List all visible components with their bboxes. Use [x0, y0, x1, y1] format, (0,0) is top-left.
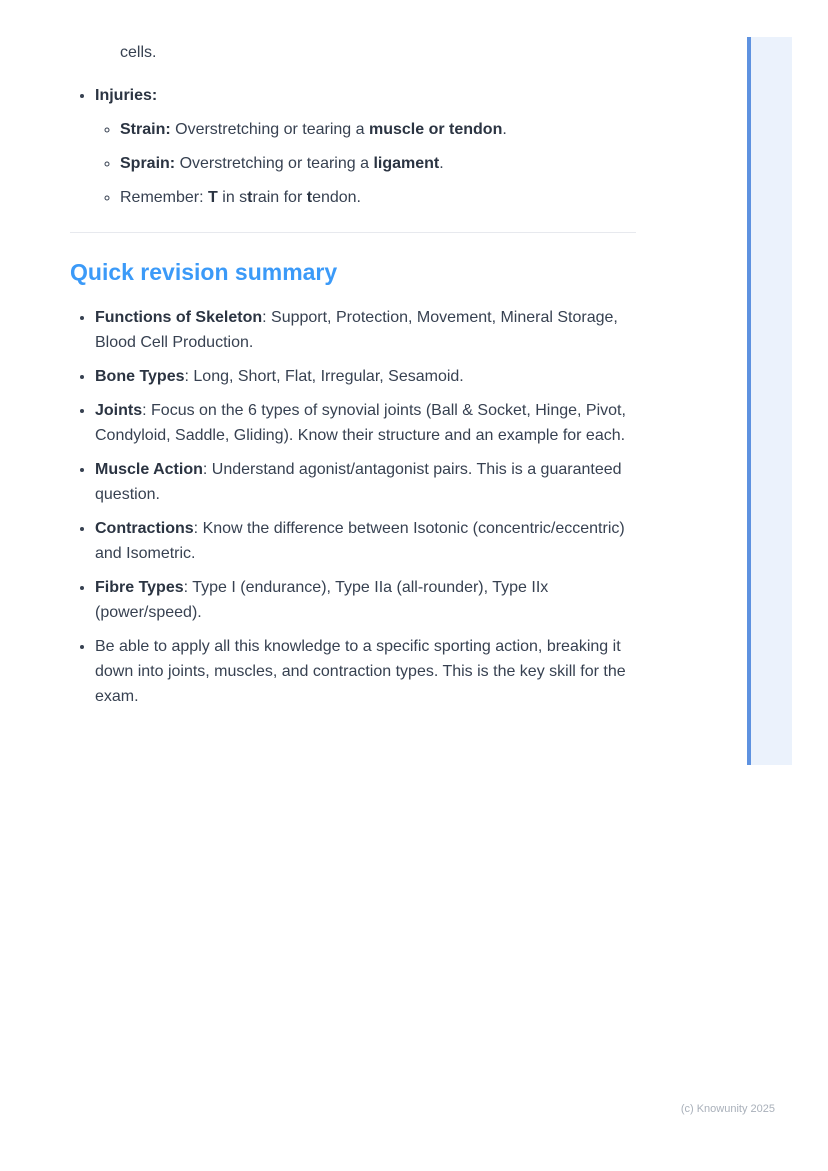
list-item-muscle-action: • Muscle Action: Understand agonist/antagonist pairs. This is a guaranteed question. [95, 457, 636, 507]
list-item-bone-types: • Bone Types: Long, Short, Flat, Irregular, Sesamoid. [95, 364, 636, 389]
list-item-apply-knowledge: • Be able to apply all this knowledge to a specific sporting action, breaking it down into joints, muscles, and contraction types. This is the key skill for the exam. [95, 634, 636, 709]
scroll-track[interactable] [747, 37, 792, 765]
leading-text: cells. [120, 44, 157, 61]
list-item-sprain: ◦ Sprain: Overstretching or tearing a ligament. [120, 151, 636, 176]
summary-list [70, 305, 636, 709]
injuries-label: Injuries: [95, 87, 158, 104]
list-item-joints: • Joints: Focus on the 6 types of synovial joints (Ball & Socket, Hinge, Pivot, Condyloid, Saddle, Gliding). Know their structure and an example for each. [95, 398, 636, 448]
list-item-contractions: • Contractions: Know the difference between Isotonic (concentric/eccentric) and Isometric. [95, 516, 636, 566]
section-divider [70, 232, 636, 233]
list-item-fibre-types: • Fibre Types: Type I (endurance), Type IIa (all-rounder), Type IIx (power/speed). [95, 575, 636, 625]
section-heading: Quick revision summary [70, 259, 338, 285]
list-item-injuries [95, 83, 636, 210]
injuries-list [70, 83, 636, 210]
footer-copyright: (c) Knowunity 2025 [680, 1103, 775, 1115]
injuries-sublist [95, 117, 636, 210]
list-item-functions: • Functions of Skeleton: Support, Protection, Movement, Mineral Storage, Blood Cell Production. [95, 305, 636, 355]
list-item-strain: ◦ Strain: Overstretching or tearing a muscle or tendon. [120, 117, 636, 142]
list-item-remember: ◦ Remember: T in strain for tendon. [120, 185, 636, 210]
scrollbar-thumb[interactable] [747, 37, 751, 765]
page-content [70, 40, 636, 709]
